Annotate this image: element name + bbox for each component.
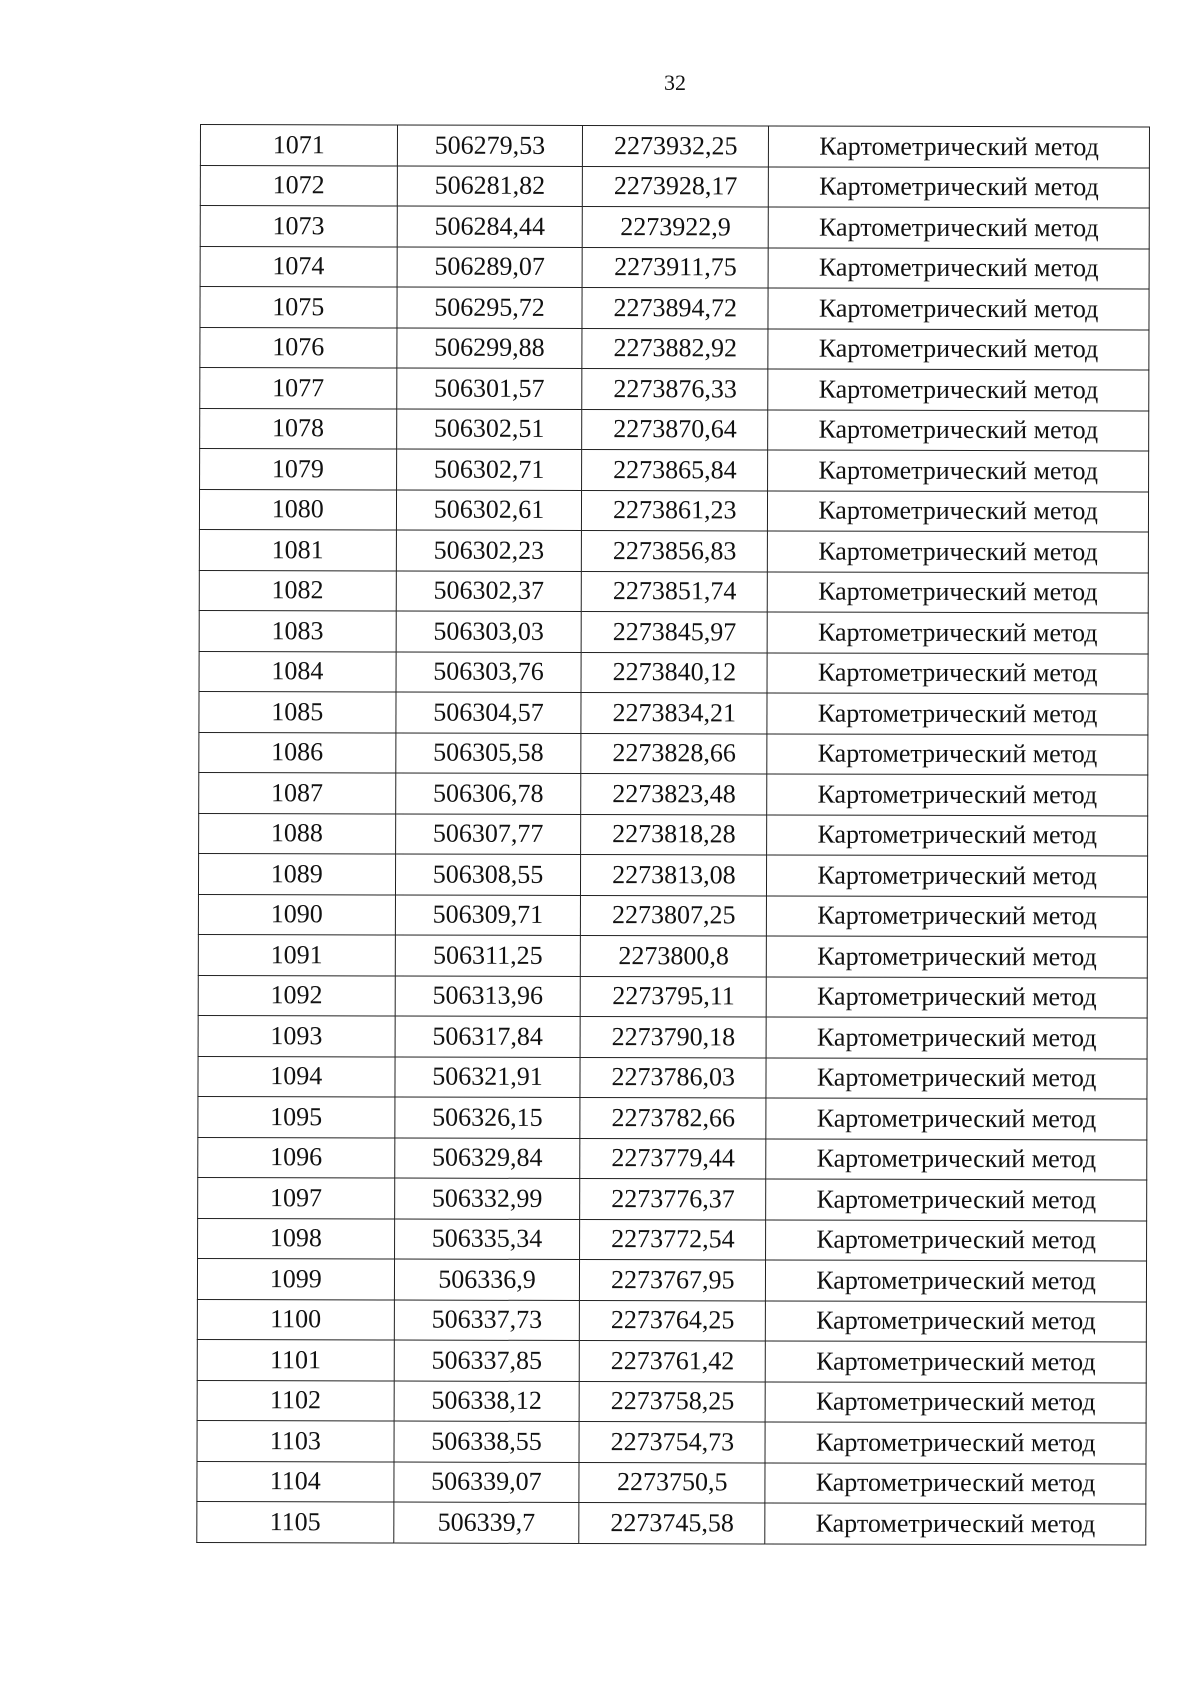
y-coordinate-cell: 2273758,25 — [580, 1381, 766, 1422]
coordinates-table — [196, 124, 1150, 1545]
x-coordinate-cell: 506308,55 — [395, 854, 581, 895]
x-coordinate-cell: 506317,84 — [395, 1016, 581, 1057]
method-cell: Картометрический метод — [766, 1219, 1147, 1260]
table-row — [198, 894, 1147, 937]
x-coordinate-cell: 506339,07 — [394, 1462, 580, 1503]
x-coordinate-cell: 506313,96 — [395, 976, 581, 1017]
point-number-cell: 1079 — [200, 449, 397, 490]
y-coordinate-cell: 2273845,97 — [582, 612, 768, 653]
x-coordinate-cell: 506281,82 — [397, 166, 583, 207]
table-row — [197, 1258, 1146, 1301]
method-cell: Картометрический метод — [766, 1300, 1147, 1341]
x-coordinate-cell: 506307,77 — [395, 814, 581, 855]
table-row — [197, 1299, 1146, 1342]
x-coordinate-cell: 506336,9 — [394, 1259, 580, 1300]
x-coordinate-cell: 506303,76 — [396, 652, 582, 693]
table-row — [200, 368, 1149, 411]
y-coordinate-cell: 2273928,17 — [583, 166, 769, 207]
method-cell: Картометрический метод — [767, 612, 1148, 653]
point-number-cell: 1102 — [197, 1380, 394, 1421]
table-row — [199, 610, 1148, 653]
table-row — [199, 813, 1148, 856]
table-row — [200, 246, 1149, 289]
y-coordinate-cell: 2273764,25 — [580, 1300, 766, 1341]
y-coordinate-cell: 2273911,75 — [582, 247, 768, 288]
x-coordinate-cell: 506326,15 — [394, 1097, 580, 1138]
y-coordinate-cell: 2273776,37 — [580, 1178, 766, 1219]
point-number-cell: 1075 — [200, 287, 397, 328]
y-coordinate-cell: 2273767,95 — [580, 1259, 766, 1300]
x-coordinate-cell: 506304,57 — [396, 692, 582, 733]
x-coordinate-cell: 506299,88 — [396, 328, 582, 369]
point-number-cell: 1087 — [199, 772, 396, 813]
y-coordinate-cell: 2273823,48 — [581, 774, 767, 815]
point-number-cell: 1099 — [197, 1258, 394, 1299]
x-coordinate-cell: 506337,85 — [394, 1340, 580, 1381]
method-cell: Картометрический метод — [768, 328, 1149, 369]
method-cell: Картометрический метод — [765, 1422, 1146, 1463]
table-row — [198, 853, 1147, 896]
method-cell: Картометрический метод — [767, 895, 1148, 936]
x-coordinate-cell: 506339,7 — [393, 1502, 579, 1543]
method-cell: Картометрический метод — [767, 693, 1148, 734]
method-cell: Картометрический метод — [767, 936, 1148, 977]
table-row — [198, 1015, 1147, 1058]
table-row — [198, 1218, 1147, 1261]
point-number-cell: 1096 — [198, 1137, 395, 1178]
method-cell: Картометрический метод — [767, 814, 1148, 855]
method-cell: Картометрический метод — [767, 733, 1148, 774]
point-number-cell: 1105 — [197, 1501, 394, 1542]
method-cell: Картометрический метод — [765, 1341, 1146, 1382]
point-number-cell: 1088 — [199, 813, 396, 854]
point-number-cell: 1098 — [198, 1218, 395, 1259]
table-row — [198, 934, 1147, 977]
y-coordinate-cell: 2273840,12 — [581, 652, 767, 693]
x-coordinate-cell: 506337,73 — [394, 1300, 580, 1341]
point-number-cell: 1104 — [197, 1461, 394, 1502]
method-cell: Картометрический метод — [767, 855, 1148, 896]
x-coordinate-cell: 506284,44 — [397, 206, 583, 247]
x-coordinate-cell: 506279,53 — [397, 125, 583, 166]
point-number-cell: 1085 — [199, 691, 396, 732]
x-coordinate-cell: 506338,12 — [394, 1381, 580, 1422]
y-coordinate-cell: 2273861,23 — [582, 490, 768, 531]
point-number-cell: 1095 — [198, 1096, 395, 1137]
y-coordinate-cell: 2273813,08 — [581, 854, 767, 895]
point-number-cell: 1093 — [198, 1015, 395, 1056]
x-coordinate-cell: 506302,71 — [396, 449, 582, 490]
x-coordinate-cell: 506302,23 — [396, 530, 582, 571]
point-number-cell: 1097 — [198, 1177, 395, 1218]
table-row — [199, 570, 1148, 613]
y-coordinate-cell: 2273782,66 — [580, 1097, 766, 1138]
method-cell: Картометрический метод — [766, 976, 1147, 1017]
point-number-cell: 1077 — [200, 368, 397, 409]
table-row — [199, 651, 1148, 694]
method-cell: Картометрический метод — [768, 531, 1149, 572]
y-coordinate-cell: 2273851,74 — [582, 571, 768, 612]
method-cell: Картометрический метод — [769, 126, 1150, 167]
x-coordinate-cell: 506295,72 — [397, 287, 583, 328]
table-row — [200, 287, 1149, 330]
y-coordinate-cell: 2273876,33 — [582, 369, 768, 410]
table-row — [200, 125, 1149, 168]
table-row — [200, 206, 1149, 249]
y-coordinate-cell: 2273932,25 — [583, 126, 769, 167]
point-number-cell: 1094 — [198, 1056, 395, 1097]
x-coordinate-cell: 506305,58 — [395, 733, 581, 774]
point-number-cell: 1076 — [200, 327, 397, 368]
method-cell: Картометрический метод — [767, 571, 1148, 612]
table-row — [200, 449, 1149, 492]
point-number-cell: 1072 — [200, 165, 397, 206]
table-row — [199, 772, 1148, 815]
point-number-cell: 1089 — [198, 853, 395, 894]
method-cell: Картометрический метод — [765, 1462, 1146, 1503]
point-number-cell: 1083 — [199, 610, 396, 651]
method-cell: Картометрический метод — [765, 1381, 1146, 1422]
y-coordinate-cell: 2273750,5 — [579, 1462, 765, 1503]
x-coordinate-cell: 506303,03 — [396, 611, 582, 652]
table-row — [199, 691, 1148, 734]
table-row — [199, 489, 1148, 532]
table-row — [200, 327, 1149, 370]
y-coordinate-cell: 2273865,84 — [582, 450, 768, 491]
table-row — [197, 1420, 1146, 1463]
point-number-cell: 1092 — [198, 975, 395, 1016]
y-coordinate-cell: 2273870,64 — [582, 409, 768, 450]
table-row — [200, 408, 1149, 451]
table-row — [199, 732, 1148, 775]
point-number-cell: 1084 — [199, 651, 396, 692]
y-coordinate-cell: 2273800,8 — [581, 935, 767, 976]
x-coordinate-cell: 506321,91 — [395, 1057, 581, 1098]
x-coordinate-cell: 506335,34 — [394, 1219, 580, 1260]
method-cell: Картометрический метод — [765, 1503, 1146, 1544]
method-cell: Картометрический метод — [766, 1260, 1147, 1301]
y-coordinate-cell: 2273818,28 — [581, 814, 767, 855]
method-cell: Картометрический метод — [766, 1179, 1147, 1220]
table-row — [198, 1177, 1147, 1220]
x-coordinate-cell: 506302,51 — [396, 409, 582, 450]
method-cell: Картометрический метод — [768, 207, 1149, 248]
method-cell: Картометрический метод — [766, 1057, 1147, 1098]
x-coordinate-cell: 506311,25 — [395, 935, 581, 976]
method-cell: Картометрический метод — [768, 369, 1149, 410]
point-number-cell: 1071 — [200, 125, 397, 166]
point-number-cell: 1074 — [200, 246, 397, 287]
method-cell: Картометрический метод — [768, 409, 1149, 450]
y-coordinate-cell: 2273786,03 — [580, 1057, 766, 1098]
x-coordinate-cell: 506332,99 — [394, 1178, 580, 1219]
table-row — [200, 165, 1149, 208]
x-coordinate-cell: 506306,78 — [395, 773, 581, 814]
method-cell: Картометрический метод — [767, 652, 1148, 693]
y-coordinate-cell: 2273856,83 — [582, 531, 768, 572]
y-coordinate-cell: 2273882,92 — [582, 328, 768, 369]
table-row — [197, 1461, 1146, 1504]
table-row — [197, 1501, 1146, 1544]
method-cell: Картометрический метод — [766, 1017, 1147, 1058]
x-coordinate-cell: 506302,61 — [396, 490, 582, 531]
table-row — [198, 975, 1147, 1018]
y-coordinate-cell: 2273772,54 — [580, 1219, 766, 1260]
table-row — [198, 1137, 1147, 1180]
method-cell: Картометрический метод — [766, 1138, 1147, 1179]
point-number-cell: 1101 — [197, 1339, 394, 1380]
x-coordinate-cell: 506329,84 — [394, 1138, 580, 1179]
method-cell: Картометрический метод — [766, 1098, 1147, 1139]
y-coordinate-cell: 2273807,25 — [581, 895, 767, 936]
point-number-cell: 1078 — [200, 408, 397, 449]
point-number-cell: 1090 — [198, 894, 395, 935]
y-coordinate-cell: 2273795,11 — [581, 976, 767, 1017]
coordinates-table-body — [197, 125, 1150, 1545]
table-row — [197, 1380, 1146, 1423]
y-coordinate-cell: 2273828,66 — [581, 733, 767, 774]
table-row — [197, 1339, 1146, 1382]
method-cell: Картометрический метод — [768, 490, 1149, 531]
y-coordinate-cell: 2273922,9 — [583, 207, 769, 248]
x-coordinate-cell: 506302,37 — [396, 571, 582, 612]
y-coordinate-cell: 2273745,58 — [579, 1502, 765, 1543]
point-number-cell: 1082 — [199, 570, 396, 611]
point-number-cell: 1103 — [197, 1420, 394, 1461]
y-coordinate-cell: 2273761,42 — [580, 1340, 766, 1381]
table-row — [198, 1096, 1147, 1139]
method-cell: Картометрический метод — [767, 774, 1148, 815]
point-number-cell: 1091 — [198, 934, 395, 975]
table-row — [198, 1056, 1147, 1099]
method-cell: Картометрический метод — [768, 288, 1149, 329]
y-coordinate-cell: 2273834,21 — [581, 693, 767, 734]
page-number: 32 — [664, 70, 686, 95]
y-coordinate-cell: 2273790,18 — [580, 1016, 766, 1057]
method-cell: Картометрический метод — [768, 247, 1149, 288]
y-coordinate-cell: 2273779,44 — [580, 1138, 766, 1179]
x-coordinate-cell: 506301,57 — [396, 368, 582, 409]
point-number-cell: 1080 — [199, 489, 396, 530]
x-coordinate-cell: 506309,71 — [395, 895, 581, 936]
y-coordinate-cell: 2273754,73 — [579, 1421, 765, 1462]
point-number-cell: 1073 — [200, 206, 397, 247]
method-cell: Картометрический метод — [768, 450, 1149, 491]
x-coordinate-cell: 506289,07 — [397, 247, 583, 288]
y-coordinate-cell: 2273894,72 — [582, 288, 768, 329]
point-number-cell: 1100 — [197, 1299, 394, 1340]
method-cell: Картометрический метод — [769, 166, 1150, 207]
point-number-cell: 1081 — [199, 529, 396, 570]
point-number-cell: 1086 — [199, 732, 396, 773]
x-coordinate-cell: 506338,55 — [394, 1421, 580, 1462]
table-row — [199, 529, 1148, 572]
